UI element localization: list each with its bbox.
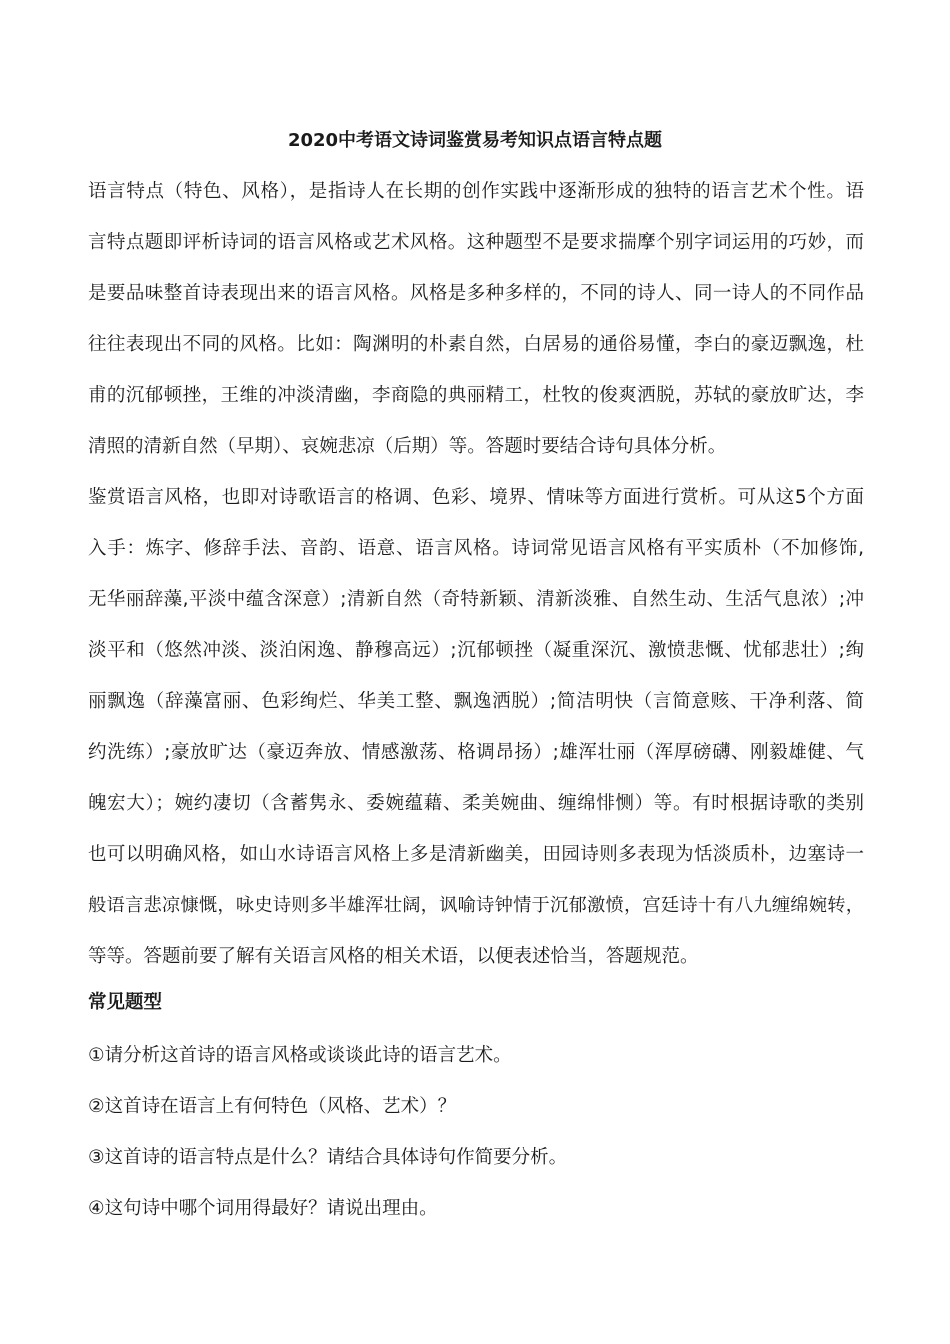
paragraph-line: 清照的清新自然（早期）、哀婉悲凉（后期）等。答题时要结合诗句具体分析。: [88, 436, 727, 457]
paragraph-line: 也可以明确风格，如山水诗语言风格上多是清新幽美，田园诗则多表现为恬淡质朴，边塞诗一: [88, 844, 864, 865]
paragraph-line: 等等。答题前要了解有关语言风格的相关术语，以便表述恰当，答题规范。: [88, 946, 699, 967]
paragraph-line: 般语言悲凉慷慨，咏史诗则多半雄浑壮阔，讽喻诗钟情于沉郁激愤，宫廷诗十有八九缠绵婉转，: [88, 895, 864, 916]
paragraph-line: 淡平和（悠然冲淡、淡泊闲逸、静穆高远）;沉郁顿挫（凝重深沉、激愤悲慨、忧郁悲壮）;绚: [88, 640, 864, 661]
paragraph-line: 魄宏大）；婉约凄切（含蓄隽永、委婉蕴藉、柔美婉曲、缠绵悱恻）等。有时根据诗歌的类别: [88, 793, 864, 814]
intro-paragraph: [88, 166, 864, 472]
question-item: ①请分析这首诗的语言风格或谈谈此诗的语言艺术。: [88, 1045, 512, 1066]
document-title: 2020中考语文诗词鉴赏易考知识点语言特点题: [287, 130, 663, 151]
paragraph-line: 甫的沉郁顿挫，王维的冲淡清幽，李商隐的典丽精工，杜牧的俊爽洒脱，苏轼的豪放旷达，李: [88, 385, 864, 406]
question-item: ④这句诗中哪个词用得最好？请说出理由。: [88, 1198, 438, 1219]
paragraph-line: 鉴赏语言风格，也即对诗歌语言的格调、色彩、境界、情味等方面进行赏析。可从这5个方面: [88, 487, 864, 508]
style-paragraph: [88, 472, 864, 982]
paragraph-line: 言特点题即评析诗词的语言风格或艺术风格。这种题型不是要求揣摩个别字词运用的巧妙，而: [88, 232, 864, 253]
paragraph-line: 入手：炼字、修辞手法、音韵、语意、语言风格。诗词常见语言风格有平实质朴（不加修饰,: [88, 538, 864, 559]
section-heading: 常见题型: [88, 992, 163, 1013]
paragraph-line: 约洗练）;豪放旷达（豪迈奔放、情感激荡、格调昂扬）;雄浑壮丽（浑厚磅礴、刚毅雄健、气: [88, 742, 864, 763]
question-item: ②这首诗在语言上有何特色（风格、艺术）？: [88, 1096, 457, 1117]
paragraph-line: 往往表现出不同的风格。比如：陶渊明的朴素自然，白居易的通俗易懂，李白的豪迈飘逸，杜: [88, 334, 864, 355]
paragraph-line: 是要品味整首诗表现出来的语言风格。风格是多种多样的，不同的诗人、同一诗人的不同作品: [88, 283, 864, 304]
paragraph-line: 无华丽辞藻,平淡中蕴含深意）;清新自然（奇特新颖、清新淡雅、自然生动、生活气息浓）;冲: [88, 589, 864, 610]
paragraph-line: 丽飘逸（辞藻富丽、色彩绚烂、华美工整、飘逸洒脱）;简洁明快（言简意赅、干净利落、简: [88, 691, 864, 712]
paragraph-line: 语言特点（特色、风格），是指诗人在长期的创作实践中逐渐形成的独特的语言艺术个性。语: [88, 181, 864, 202]
question-item: ③这首诗的语言特点是什么？请结合具体诗句作简要分析。: [88, 1147, 568, 1168]
